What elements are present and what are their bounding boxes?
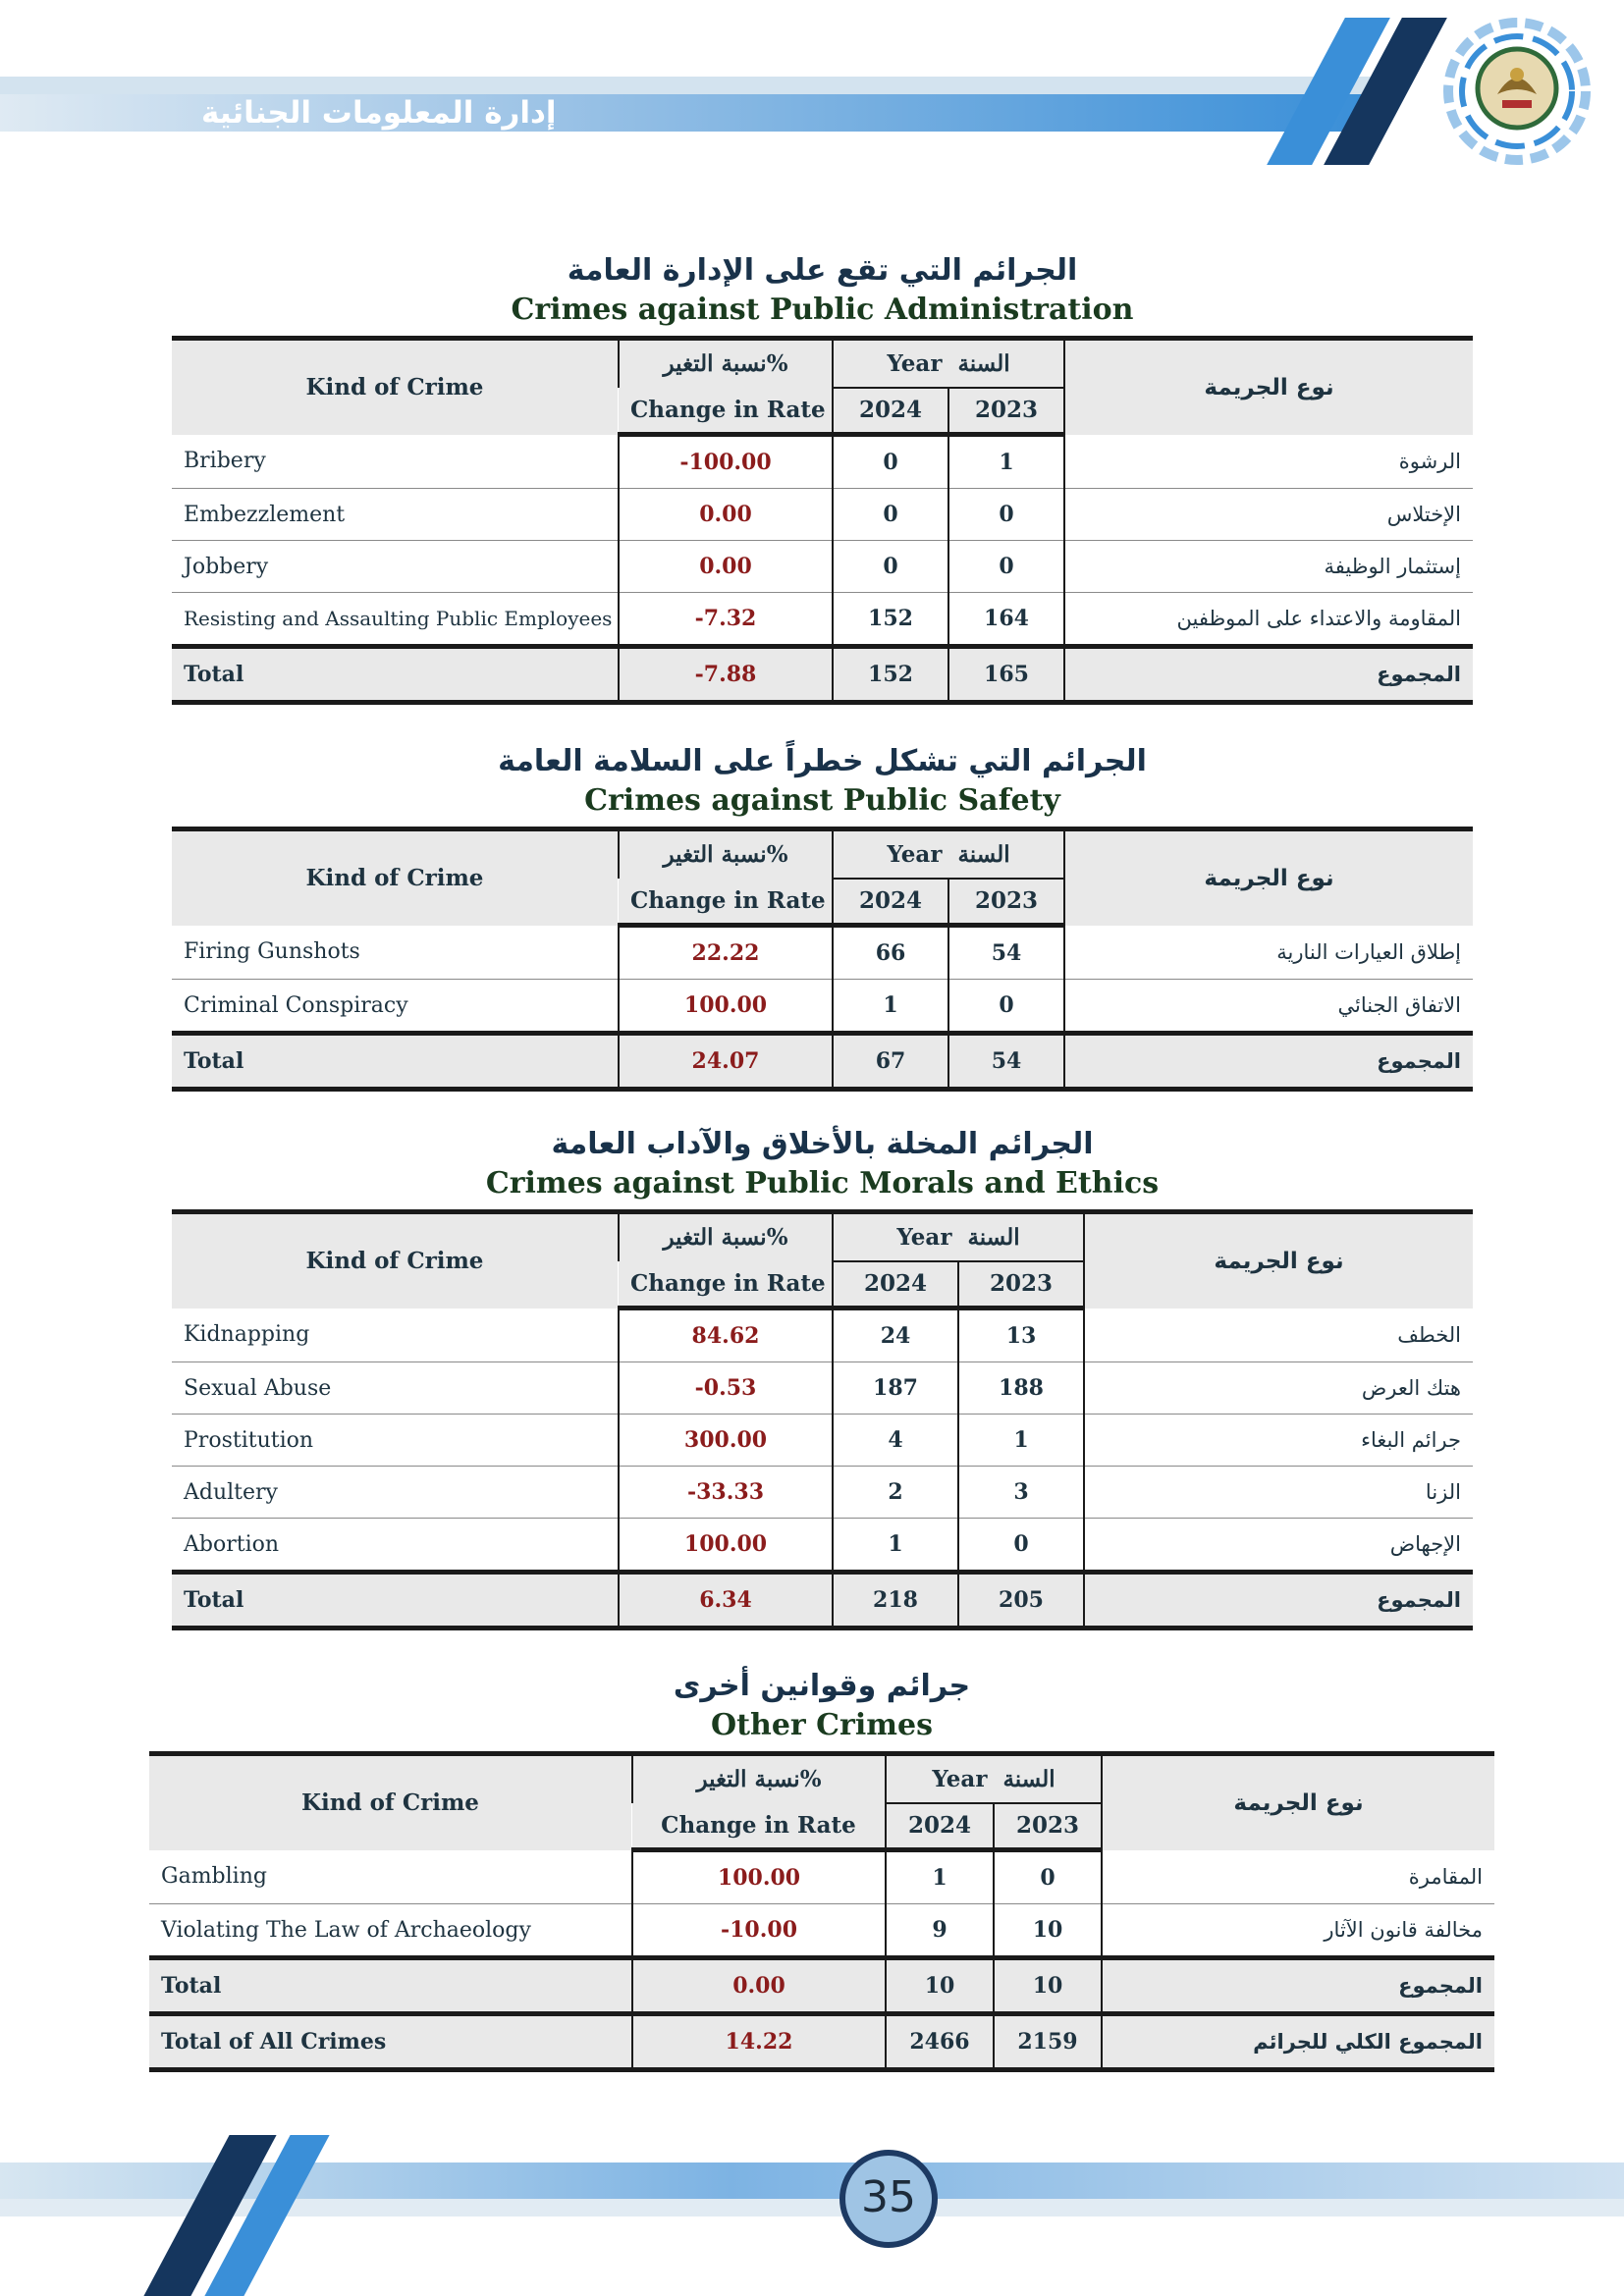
header-kind-ar: نوع الجريمة bbox=[1064, 339, 1473, 435]
header-rate-en: Change in Rate bbox=[619, 1261, 833, 1308]
grand-total-change-rate: 14.22 bbox=[632, 2014, 886, 2070]
header-year bbox=[833, 829, 1064, 879]
count-2023: 164 bbox=[948, 593, 1064, 647]
count-2024: 187 bbox=[833, 1362, 958, 1415]
total-2023: 165 bbox=[948, 647, 1064, 703]
total-2024: 152 bbox=[833, 647, 948, 703]
count-2023: 188 bbox=[958, 1362, 1084, 1415]
total-2023: 54 bbox=[948, 1034, 1064, 1090]
grand-total-2024: 2466 bbox=[886, 2014, 994, 2070]
page-number: 35 bbox=[839, 2150, 938, 2248]
header-year-en: Year bbox=[887, 349, 943, 377]
grand-total-2023: 2159 bbox=[994, 2014, 1102, 2070]
count-2024: 1 bbox=[833, 980, 948, 1034]
header-kind-en: Kind of Crime bbox=[172, 829, 619, 926]
crime-table bbox=[149, 1751, 1494, 2072]
change-rate: 0.00 bbox=[619, 541, 833, 593]
total-label-ar: المجموع bbox=[1064, 1034, 1473, 1090]
total-2023: 205 bbox=[958, 1573, 1084, 1629]
total-label-ar: المجموع bbox=[1064, 647, 1473, 703]
grand-total-label-ar: المجموع الكلي للجرائم bbox=[1102, 2014, 1494, 2070]
section-other-crimes bbox=[149, 1669, 1494, 2072]
total-label-ar: المجموع bbox=[1084, 1573, 1473, 1629]
change-rate: 84.62 bbox=[619, 1308, 833, 1362]
header-year-en: Year bbox=[896, 1223, 952, 1251]
crime-name-en: Resisting and Assaulting Public Employees bbox=[172, 593, 619, 647]
total-change-rate: -7.88 bbox=[619, 647, 833, 703]
header-2024: 2024 bbox=[886, 1803, 994, 1850]
security-emblem-icon bbox=[1443, 18, 1591, 165]
count-2024: 1 bbox=[886, 1850, 994, 1904]
header-year bbox=[886, 1754, 1102, 1803]
header-rate-ar: نسبة التغير% bbox=[619, 1212, 833, 1261]
header-rate-ar: نسبة التغير% bbox=[619, 829, 833, 879]
total-label-en: Total bbox=[149, 1958, 632, 2014]
crime-name-en: Gambling bbox=[149, 1850, 632, 1904]
count-2024: 4 bbox=[833, 1415, 958, 1467]
total-2024: 10 bbox=[886, 1958, 994, 2014]
header-2023: 2023 bbox=[958, 1261, 1084, 1308]
section-title-ar: الجرائم المخلة بالأخلاق والآداب العامة bbox=[551, 1127, 1094, 1161]
header-rate-en: Change in Rate bbox=[632, 1803, 886, 1850]
header-kind-ar: نوع الجريمة bbox=[1084, 1212, 1473, 1308]
crime-name-ar: الرشوة bbox=[1064, 435, 1473, 489]
grand-total-row bbox=[149, 2014, 1494, 2070]
table-row bbox=[172, 541, 1473, 593]
count-2023: 3 bbox=[958, 1467, 1084, 1519]
crime-name-en: Criminal Conspiracy bbox=[172, 980, 619, 1034]
count-2023: 1 bbox=[958, 1415, 1084, 1467]
count-2023: 0 bbox=[948, 541, 1064, 593]
header-2024: 2024 bbox=[833, 1261, 958, 1308]
crime-name-ar: إطلاق العيارات النارية bbox=[1064, 926, 1473, 980]
table-row bbox=[172, 1415, 1473, 1467]
total-2024: 67 bbox=[833, 1034, 948, 1090]
total-row bbox=[172, 647, 1473, 703]
header-year-ar: السنة bbox=[957, 349, 1010, 377]
crime-name-en: Kidnapping bbox=[172, 1308, 619, 1362]
change-rate: 300.00 bbox=[619, 1415, 833, 1467]
table-row bbox=[172, 1362, 1473, 1415]
total-2023: 10 bbox=[994, 1958, 1102, 2014]
grand-total-label-en: Total of All Crimes bbox=[149, 2014, 632, 2070]
change-rate: -0.53 bbox=[619, 1362, 833, 1415]
count-2023: 0 bbox=[948, 980, 1064, 1034]
header-kind-en: Kind of Crime bbox=[172, 1212, 619, 1308]
header-year-ar: السنة bbox=[1002, 1765, 1056, 1792]
count-2023: 13 bbox=[958, 1308, 1084, 1362]
table-row bbox=[172, 926, 1473, 980]
total-label-en: Total bbox=[172, 647, 619, 703]
total-2024: 218 bbox=[833, 1573, 958, 1629]
change-rate: -33.33 bbox=[619, 1467, 833, 1519]
header-2023: 2023 bbox=[948, 879, 1064, 926]
total-label-en: Total bbox=[172, 1573, 619, 1629]
crime-name-en: Firing Gunshots bbox=[172, 926, 619, 980]
section-title-ar: جرائم وقوانين أخرى bbox=[673, 1669, 971, 1703]
change-rate: -7.32 bbox=[619, 593, 833, 647]
change-rate: -10.00 bbox=[632, 1904, 886, 1958]
header-year bbox=[833, 1212, 1084, 1261]
table-row bbox=[172, 593, 1473, 647]
crime-table bbox=[172, 1209, 1473, 1630]
total-row bbox=[172, 1034, 1473, 1090]
header-kind-en: Kind of Crime bbox=[172, 339, 619, 435]
header-kind-en: Kind of Crime bbox=[149, 1754, 632, 1850]
table-row bbox=[172, 1467, 1473, 1519]
header-kind-ar: نوع الجريمة bbox=[1102, 1754, 1494, 1850]
count-2023: 0 bbox=[994, 1850, 1102, 1904]
header-year-ar: السنة bbox=[967, 1223, 1020, 1251]
table-row bbox=[149, 1904, 1494, 1958]
crime-name-ar: المقاومة والاعتداء على الموظفين bbox=[1064, 593, 1473, 647]
table-row bbox=[172, 1519, 1473, 1573]
count-2024: 0 bbox=[833, 489, 948, 541]
crime-name-en: Embezzlement bbox=[172, 489, 619, 541]
crime-name-ar: إستثمار الوظيفة bbox=[1064, 541, 1473, 593]
total-label-ar: المجموع bbox=[1102, 1958, 1494, 2014]
header-year bbox=[833, 339, 1064, 388]
header-2023: 2023 bbox=[994, 1803, 1102, 1850]
change-rate: -100.00 bbox=[619, 435, 833, 489]
change-rate: 0.00 bbox=[619, 489, 833, 541]
count-2024: 66 bbox=[833, 926, 948, 980]
header-year-en: Year bbox=[887, 840, 943, 868]
crime-name-ar: الإختلاس bbox=[1064, 489, 1473, 541]
crime-name-ar: جرائم البغاء bbox=[1084, 1415, 1473, 1467]
section-public-safety bbox=[172, 744, 1473, 1092]
table-row bbox=[172, 980, 1473, 1034]
crime-name-en: Jobbery bbox=[172, 541, 619, 593]
count-2024: 0 bbox=[833, 435, 948, 489]
section-title-ar: الجرائم التي تشكل خطراً على السلامة العامة bbox=[498, 744, 1147, 778]
count-2024: 2 bbox=[833, 1467, 958, 1519]
section-title-en: Crimes against Public Safety bbox=[584, 783, 1060, 818]
header-rate-en: Change in Rate bbox=[619, 879, 833, 926]
count-2024: 24 bbox=[833, 1308, 958, 1362]
crime-name-en: Violating The Law of Archaeology bbox=[149, 1904, 632, 1958]
footer-band bbox=[0, 2199, 1624, 2216]
count-2023: 10 bbox=[994, 1904, 1102, 1958]
total-label-en: Total bbox=[172, 1034, 619, 1090]
change-rate: 100.00 bbox=[632, 1850, 886, 1904]
crime-name-en: Prostitution bbox=[172, 1415, 619, 1467]
change-rate: 100.00 bbox=[619, 1519, 833, 1573]
header-2024: 2024 bbox=[833, 388, 948, 435]
crime-name-ar: الزنا bbox=[1084, 1467, 1473, 1519]
crime-name-ar: الاتفاق الجنائي bbox=[1064, 980, 1473, 1034]
crime-name-ar: مخالفة قانون الآثار bbox=[1102, 1904, 1494, 1958]
section-title-en: Crimes against Public Administration bbox=[511, 293, 1134, 327]
crime-name-en: Adultery bbox=[172, 1467, 619, 1519]
count-2023: 54 bbox=[948, 926, 1064, 980]
header-2023: 2023 bbox=[948, 388, 1064, 435]
header-2024: 2024 bbox=[833, 879, 948, 926]
change-rate: 22.22 bbox=[619, 926, 833, 980]
header-year-ar: السنة bbox=[957, 840, 1010, 868]
section-public-administration bbox=[172, 253, 1473, 705]
crime-name-ar: المقامرة bbox=[1102, 1850, 1494, 1904]
table-row bbox=[172, 435, 1473, 489]
total-change-rate: 0.00 bbox=[632, 1958, 886, 2014]
crime-name-en: Sexual Abuse bbox=[172, 1362, 619, 1415]
count-2024: 152 bbox=[833, 593, 948, 647]
count-2024: 0 bbox=[833, 541, 948, 593]
count-2024: 1 bbox=[833, 1519, 958, 1573]
total-change-rate: 24.07 bbox=[619, 1034, 833, 1090]
table-row bbox=[172, 489, 1473, 541]
change-rate: 100.00 bbox=[619, 980, 833, 1034]
total-change-rate: 6.34 bbox=[619, 1573, 833, 1629]
table-row bbox=[149, 1850, 1494, 1904]
header-rate-ar: نسبة التغير% bbox=[619, 339, 833, 388]
crime-name-en: Abortion bbox=[172, 1519, 619, 1573]
crime-table bbox=[172, 336, 1473, 705]
crime-name-ar: الإجهاض bbox=[1084, 1519, 1473, 1573]
total-row bbox=[172, 1573, 1473, 1629]
header-year-en: Year bbox=[932, 1765, 988, 1792]
section-title-ar: الجرائم التي تقع على الإدارة العامة bbox=[567, 253, 1078, 288]
section-title-en: Crimes against Public Morals and Ethics bbox=[485, 1166, 1160, 1201]
header-rate-ar: نسبة التغير% bbox=[632, 1754, 886, 1803]
count-2024: 9 bbox=[886, 1904, 994, 1958]
department-title: إدارة المعلومات الجنائية bbox=[201, 95, 557, 131]
crime-name-ar: الخطف bbox=[1084, 1308, 1473, 1362]
section-public-morals bbox=[172, 1127, 1473, 1630]
count-2023: 0 bbox=[958, 1519, 1084, 1573]
section-title-en: Other Crimes bbox=[711, 1708, 933, 1742]
crime-name-ar: هتك العرض bbox=[1084, 1362, 1473, 1415]
count-2023: 0 bbox=[948, 489, 1064, 541]
count-2023: 1 bbox=[948, 435, 1064, 489]
header-kind-ar: نوع الجريمة bbox=[1064, 829, 1473, 926]
header-rate-en: Change in Rate bbox=[619, 388, 833, 435]
crime-name-en: Bribery bbox=[172, 435, 619, 489]
table-row bbox=[172, 1308, 1473, 1362]
total-row bbox=[149, 1958, 1494, 2014]
crime-table bbox=[172, 827, 1473, 1092]
